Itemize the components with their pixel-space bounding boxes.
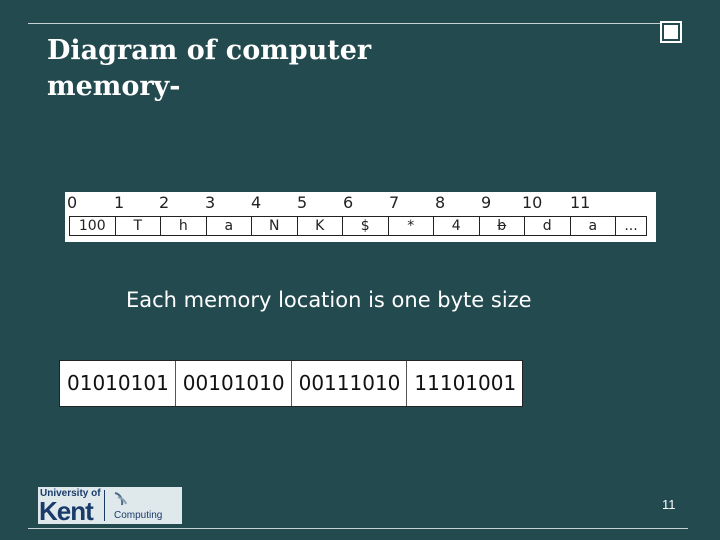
address-index: 3 [205,193,216,212]
byte-cell: 11101001 [414,371,517,395]
logo-divider [104,490,105,521]
address-index: 0 [67,193,78,212]
address-index: 2 [159,193,170,212]
memory-cell: * [389,217,435,235]
memory-cell: 4 [434,217,480,235]
computing-mark-icon [112,491,128,507]
university-logo [38,487,182,524]
memory-cell: a [207,217,253,235]
address-index: 8 [435,193,446,212]
memory-cell: h [161,217,207,235]
memory-cell: N [252,217,298,235]
memory-cell: 100 [70,217,116,235]
memory-cell: b [480,217,526,235]
address-index: 6 [343,193,354,212]
logo-kent-text: Kent [39,496,93,526]
memory-cell: a [571,217,617,235]
memory-cell: T [116,217,162,235]
address-index: 7 [389,193,400,212]
top-rule [28,23,668,24]
memory-diagram [65,192,656,242]
byte-cell: 01010101 [60,361,176,406]
byte-cell: 00101010 [176,361,292,406]
slide-title: Diagram of computer memory- [47,35,372,102]
memory-cell: ... [624,218,638,234]
corner-square [660,21,682,43]
caption-text: Each memory location is one byte size [126,288,532,312]
address-index: 4 [251,193,262,212]
byte-cell: 00111010 [292,361,408,406]
address-index: 5 [297,193,308,212]
address-index: 11 [570,193,591,212]
page-number: 11 [662,497,676,512]
byte-sequence [59,360,523,407]
address-index: 9 [481,193,492,212]
memory-cell-row [69,216,647,236]
memory-cell: K [298,217,344,235]
address-index: 10 [522,193,543,212]
address-index-row [65,193,656,213]
memory-cell: d [525,217,571,235]
memory-cell: $ [343,217,389,235]
logo-computing-text: Computing [114,510,163,521]
bottom-rule [28,528,688,529]
address-index: 1 [114,193,125,212]
logo-university-text: University of [40,488,101,499]
